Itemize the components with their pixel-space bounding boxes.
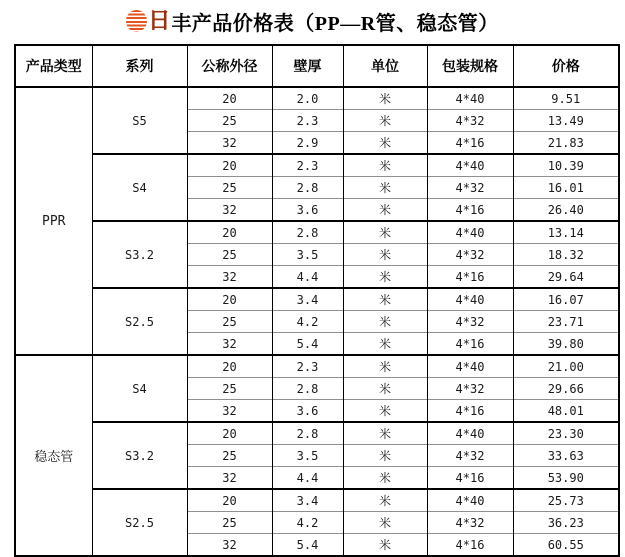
wall-thickness-cell: 3.4 [272,489,343,512]
packing-spec-cell: 4*32 [427,378,513,400]
unit-cell: 米 [343,355,427,378]
packing-spec-cell: 4*40 [427,355,513,378]
price-cell: 21.00 [513,355,619,378]
price-cell: 29.64 [513,266,619,289]
packing-spec-cell: 4*40 [427,489,513,512]
od-cell: 25 [187,311,272,333]
packing-spec-cell: 4*16 [427,467,513,490]
column-header-wall-thickness: 壁厚 [272,45,343,87]
wall-thickness-cell: 4.4 [272,467,343,490]
od-cell: 32 [187,266,272,289]
product-type-cell: 稳态管 [15,355,92,556]
column-header-product-type: 产品类型 [15,45,92,87]
od-cell: 20 [187,489,272,512]
unit-cell: 米 [343,87,427,110]
table-row [15,87,619,110]
packing-spec-cell: 4*16 [427,132,513,155]
unit-cell: 米 [343,400,427,423]
brand-ri-mark: 日 [148,8,171,33]
column-header-nominal-od: 公称外径 [187,45,272,87]
unit-cell: 米 [343,445,427,467]
price-cell: 13.14 [513,221,619,244]
table-row [15,288,619,311]
unit-cell: 米 [343,110,427,132]
packing-spec-cell: 4*16 [427,534,513,557]
unit-cell: 米 [343,489,427,512]
wall-thickness-cell: 2.8 [272,378,343,400]
column-header-packing-spec: 包装规格 [427,45,513,87]
wall-thickness-cell: 2.8 [272,221,343,244]
od-cell: 25 [187,244,272,266]
unit-cell: 米 [343,467,427,490]
price-cell: 16.01 [513,177,619,199]
table-row [15,154,619,177]
od-cell: 25 [187,378,272,400]
od-cell: 20 [187,87,272,110]
price-cell: 48.01 [513,400,619,423]
wall-thickness-cell: 4.2 [272,512,343,534]
packing-spec-cell: 4*32 [427,110,513,132]
wall-thickness-cell: 2.3 [272,154,343,177]
price-cell: 21.83 [513,132,619,155]
wall-thickness-cell: 2.9 [272,132,343,155]
packing-spec-cell: 4*16 [427,400,513,423]
packing-spec-cell: 4*16 [427,333,513,356]
price-table-header [15,45,619,87]
unit-cell: 米 [343,333,427,356]
page-title [0,2,625,40]
unit-cell: 米 [343,199,427,222]
price-cell: 33.63 [513,445,619,467]
price-cell: 36.23 [513,512,619,534]
unit-cell: 米 [343,132,427,155]
price-cell: 23.30 [513,422,619,445]
price-cell: 29.66 [513,378,619,400]
unit-cell: 米 [343,422,427,445]
od-cell: 32 [187,534,272,557]
striped-globe-icon [126,10,147,32]
column-header-unit: 单位 [343,45,427,87]
table-row [15,489,619,512]
od-cell: 20 [187,355,272,378]
page-title-text: 丰产品价格表（PP—R管、稳态管） [171,12,499,35]
od-cell: 25 [187,512,272,534]
series-cell: S2.5 [92,288,187,355]
unit-cell: 米 [343,221,427,244]
od-cell: 32 [187,467,272,490]
unit-cell: 米 [343,512,427,534]
unit-cell: 米 [343,244,427,266]
wall-thickness-cell: 5.4 [272,534,343,557]
price-cell: 53.90 [513,467,619,490]
od-cell: 20 [187,154,272,177]
packing-spec-cell: 4*32 [427,311,513,333]
series-cell: S4 [92,355,187,422]
wall-thickness-cell: 4.2 [272,311,343,333]
unit-cell: 米 [343,378,427,400]
table-row [15,422,619,445]
od-cell: 32 [187,132,272,155]
od-cell: 25 [187,445,272,467]
od-cell: 32 [187,333,272,356]
wall-thickness-cell: 2.0 [272,87,343,110]
unit-cell: 米 [343,311,427,333]
od-cell: 20 [187,288,272,311]
price-cell: 10.39 [513,154,619,177]
unit-cell: 米 [343,266,427,289]
price-cell: 9.51 [513,87,619,110]
unit-cell: 米 [343,288,427,311]
price-cell: 13.49 [513,110,619,132]
wall-thickness-cell: 5.4 [272,333,343,356]
series-cell: S2.5 [92,489,187,556]
price-cell: 16.07 [513,288,619,311]
packing-spec-cell: 4*32 [427,244,513,266]
series-cell: S5 [92,87,187,154]
product-type-cell: PPR [15,87,92,355]
unit-cell: 米 [343,177,427,199]
price-cell: 60.55 [513,534,619,557]
packing-spec-cell: 4*40 [427,422,513,445]
series-cell: S3.2 [92,221,187,288]
table-row [15,355,619,378]
packing-spec-cell: 4*40 [427,154,513,177]
od-cell: 25 [187,177,272,199]
price-cell: 18.32 [513,244,619,266]
table-row [15,221,619,244]
price-cell: 23.71 [513,311,619,333]
unit-cell: 米 [343,154,427,177]
packing-spec-cell: 4*40 [427,288,513,311]
wall-thickness-cell: 4.4 [272,266,343,289]
wall-thickness-cell: 2.3 [272,110,343,132]
packing-spec-cell: 4*40 [427,87,513,110]
price-cell: 25.73 [513,489,619,512]
od-cell: 20 [187,221,272,244]
price-table-body [15,87,619,556]
header-row [15,45,619,87]
packing-spec-cell: 4*32 [427,445,513,467]
od-cell: 25 [187,110,272,132]
wall-thickness-cell: 3.5 [272,445,343,467]
column-header-price: 价格 [513,45,619,87]
packing-spec-cell: 4*16 [427,199,513,222]
wall-thickness-cell: 3.6 [272,400,343,423]
series-cell: S3.2 [92,422,187,489]
price-cell: 39.80 [513,333,619,356]
od-cell: 20 [187,422,272,445]
wall-thickness-cell: 2.8 [272,177,343,199]
unit-cell: 米 [343,534,427,557]
wall-thickness-cell: 2.8 [272,422,343,445]
wall-thickness-cell: 3.5 [272,244,343,266]
column-header-series: 系列 [92,45,187,87]
packing-spec-cell: 4*40 [427,221,513,244]
od-cell: 32 [187,199,272,222]
od-cell: 32 [187,400,272,423]
wall-thickness-cell: 3.4 [272,288,343,311]
wall-thickness-cell: 2.3 [272,355,343,378]
packing-spec-cell: 4*32 [427,512,513,534]
wall-thickness-cell: 3.6 [272,199,343,222]
packing-spec-cell: 4*16 [427,266,513,289]
price-cell: 26.40 [513,199,619,222]
price-table [14,44,620,557]
series-cell: S4 [92,154,187,221]
packing-spec-cell: 4*32 [427,177,513,199]
